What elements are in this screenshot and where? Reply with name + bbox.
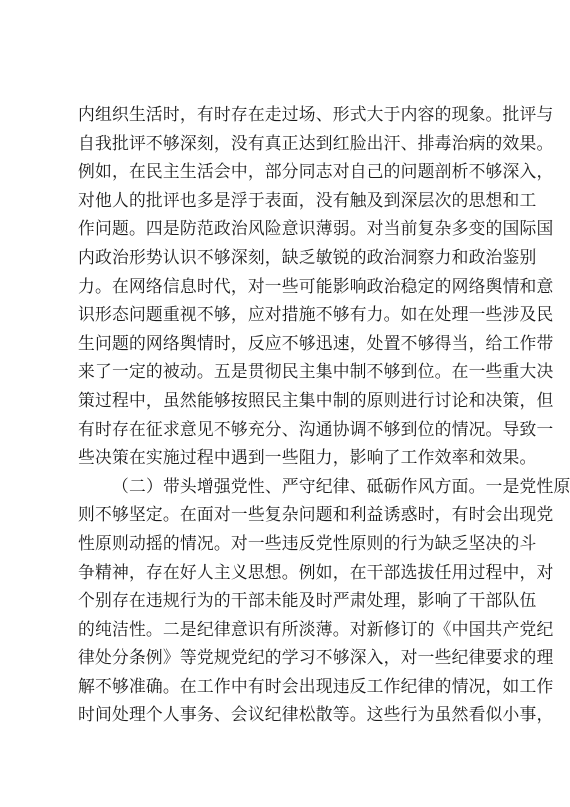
text-line: 有时存在征求意见不够充分、沟通协调不够到位的情况。导致一: [78, 418, 554, 439]
text-line: 律处分条例》等党规党纪的学习不够深入，对一些纪律要求的理: [78, 647, 554, 668]
text-line: 来了一定的被动。五是贯彻民主集中制不够到位。在一些重大决: [78, 361, 554, 382]
text-line: 争精神，存在好人主义思想。例如，在干部选拔任用过程中，对: [78, 561, 554, 582]
text-line: 对他人的批评也多是浮于表面，没有触及到深层次的思想和工: [78, 189, 537, 210]
text-line: 识形态问题重视不够，应对措施不够有力。如在处理一些涉及民: [78, 304, 554, 325]
body-text: [78, 100, 570, 729]
text-line: 生问题的网络舆情时，反应不够迅速，处置不够得当，给工作带: [78, 332, 554, 353]
text-line: 例如，在民主生活会中，部分同志对自己的问题剖析不够深入，: [78, 161, 554, 182]
text-line: 时间处理个人事务、会议纪律松散等。这些行为虽然看似小事，: [78, 704, 554, 725]
text-line: 自我批评不够深刻，没有真正达到红脸出汗、排毒治病的效果。: [78, 132, 554, 153]
text-line: 的纯洁性。二是纪律意识有所淡薄。对新修订的《中国共产党纪: [78, 618, 554, 639]
text-line: 内政治形势认识不够深刻，缺乏敏锐的政治洞察力和政治鉴别: [78, 246, 537, 267]
section-heading-line: （二）带头增强党性、严守纪律、砥砺作风方面。一是党性原: [112, 475, 570, 496]
text-line: 个别存在违规行为的干部未能及时严肃处理，影响了干部队伍: [78, 590, 537, 611]
text-line: 力。在网络信息时代，对一些可能影响政治稳定的网络舆情和意: [78, 275, 554, 296]
text-line: 则不够坚定。在面对一些复杂问题和利益诱惑时，有时会出现党: [78, 504, 554, 525]
text-line: 内组织生活时，有时存在走过场、形式大于内容的现象。批评与: [78, 104, 554, 124]
text-line: 策过程中，虽然能够按照民主集中制的原则进行讨论和决策，但: [78, 389, 554, 410]
text-line: 解不够准确。在工作中有时会出现违反工作纪律的情况，如工作: [78, 675, 554, 696]
text-line: 性原则动摇的情况。对一些违反党性原则的行为缺乏坚决的斗: [78, 532, 537, 553]
text-line: 作问题。四是防范政治风险意识薄弱。对当前复杂多变的国际国: [78, 218, 554, 239]
text-line: 些决策在实施过程中遇到一些阻力，影响了工作效率和效果。: [78, 447, 537, 468]
